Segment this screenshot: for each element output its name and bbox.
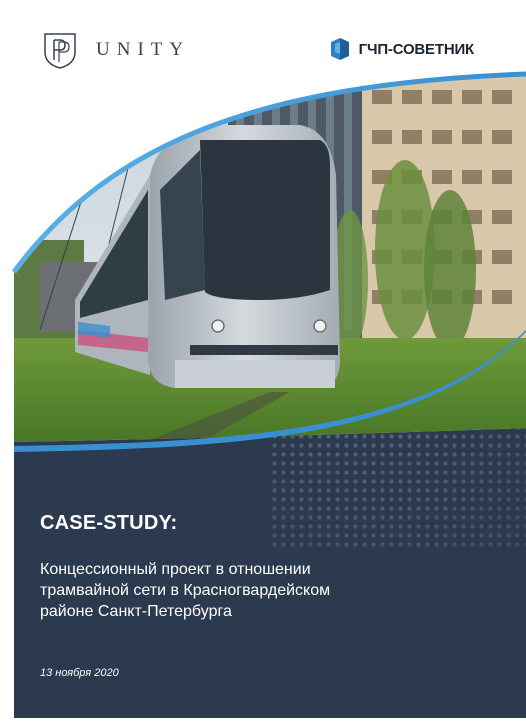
book-pages-icon	[329, 36, 351, 62]
case-study-title: CASE-STUDY:	[40, 512, 178, 534]
case-study-subtitle: Концессионный проект в отношении трамвайной сети в Красногвардейском районе Санкт-Петербурга	[40, 561, 331, 620]
tram-photo	[0, 60, 526, 468]
publication-date: 13 ноября 2020	[40, 667, 119, 679]
sovetnik-wordmark: ГЧП-СОВЕТНИК	[358, 40, 474, 58]
rp-monogram-shield-icon	[42, 30, 78, 70]
unity-wordmark: UNITY	[96, 39, 191, 60]
unity-logo	[42, 30, 190, 70]
sovetnik-logo	[329, 36, 474, 62]
